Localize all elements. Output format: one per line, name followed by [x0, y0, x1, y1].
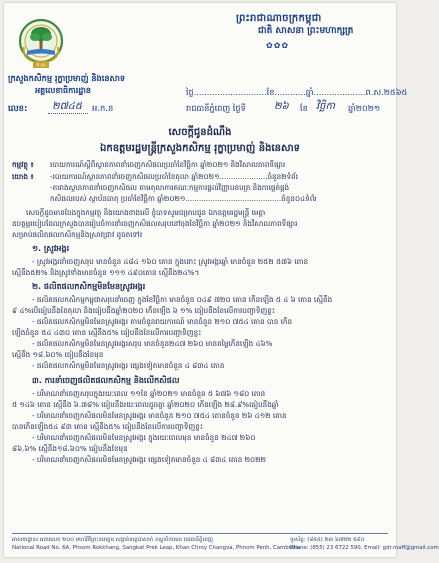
subject-label: កម្មវត្ថុ ៖: [12, 160, 34, 169]
section-heading: ១. ស្រូវអង្ករ: [32, 244, 70, 253]
reference-line-3: កសិផលរបស់ ស្ថាប័នធាតុ ប្រចាំខែវិច្ឆិកា ឆ្នាំ២០២១..........................................ចំនួន០៤ទំព័រ: [50, 194, 317, 203]
kingdom-heading: ព្រះរាជាណាចក្រកម្ពុជា: [236, 13, 322, 24]
solar-date-day: ២៦: [274, 101, 289, 112]
solar-date-year: ឆ្នាំ២០២១: [348, 103, 381, 113]
lunar-date: ថ្ងៃ............................ខែ............ឆ្នាំ....................ព.ស.២៥៦៥: [186, 87, 408, 97]
reference-number: ២៧៤៥: [52, 101, 82, 112]
logo-text: ក.ស: [36, 62, 46, 69]
section-line: - បរិមាណនាំចេញកសិផលមិនមែនស្រូវអង្ករ ក្នុងរយៈពេលមុន មានចំនួន ២៤៧ ២៦០: [32, 433, 256, 442]
section-line: ៨៦.៦% ស្មើនឹង១៨.៦០% ធៀបនឹងខែមុន: [12, 444, 128, 453]
section-line: ឡើងចំនួន ៥៤ ៤៣០ តោន ស្មើនឹង៥% ធៀបនឹងខែលើការបញ្ជាទិញខ្លះ: [12, 328, 202, 337]
national-motto: ជាតិ សាសនា ព្រះមហាក្សត្រ: [258, 26, 354, 36]
subject-text: របាយការណ៍ស្តីពីស្ថានភាពនាំចេញកសិផលប្រចាំខែវិច្ឆិកា ឆ្នាំ២០២១ និងវិសាលភាពទីផ្សារ: [50, 160, 286, 169]
solar-date-month: វិច្ឆិកា: [316, 101, 336, 112]
section-line: - ផលិតផលកសិកម្មមិនមែនស្រូវអង្ករសរុប មានចំនួន២៤៧ ២៦០ មានតម្លៃកើនឡើង ៤៦%: [32, 339, 273, 348]
reference-line-1: -របាយការណ៍ស្ថានភាពនាំចេញកសិផលប្រចាំខែតុលា ឆ្នាំ២០២១.....................ចំនួន២ទំព័រ: [50, 172, 299, 181]
reference-block-label: យោង ៖: [12, 172, 34, 181]
intro-line-1: សេចក្តីដូចមានចែងក្នុងកម្មវត្ថុ និងយោងខាងលើ ខ្ញុំបាទសូមជម្រាបជូន ឯកឧត្តមរដ្ឋមន្ត្រី មេត្តា: [26, 208, 266, 217]
section-heading: ៣. ការនាំចេញផលិតផលកសិកម្ម និងលើកសិផល: [32, 376, 180, 385]
section-line: - ស្រូវអង្ករនាំចេញសរុប មានចំនួន ៤៨៤ ១៦០ តោន ក្នុងនោះ ស្រូវអង្ករឆ្នាំ មានចំនួន ២៥២ ៥៧៦ តោន: [32, 257, 309, 266]
solar-month-label: ខែ: [300, 103, 308, 113]
document-addressee: ឯកឧត្តមរដ្ឋមន្ត្រីក្រសួងកសិកម្ម រុក្ខាប្រមាញ់ និងនេសាទ: [100, 143, 300, 154]
footer-divider: [12, 533, 388, 534]
intro-line-3: សម្រាប់ផលិតផលកសិកម្មនិងស្រាវជ្រាវ ដូចតទៅ៖: [12, 230, 143, 239]
section-line: - បរិមាណនាំចេញកសិផលមិនមែនស្រូវអង្ករ ផ្សេងទៀតមានចំនួន ៤ ៨៣៤ តោន ២០២២: [32, 455, 266, 464]
section-line: ស្មើនឹង៥២% និងស្រូវទាំងមានចំនួន ១១១ ៤៩០តោន ស្មើនឹង២៤%។: [12, 268, 200, 277]
dotted-line: [48, 113, 88, 114]
section-line: - ផលិតផលកសិកម្មកម្ពុជាសរុបនាំចេញ ក្នុងខែវិច្ឆិកា មានចំនួន ០៤៩ ៧២០ តោន កើនឡើង ៥ ៤ ៦ តោន ស្មើនឹង: [32, 295, 333, 304]
section-line: - បរិមាណនាំចេញកសិផលមិនមែនស្រូវអង្ករ មានចំនួន ២១០ ៧៥៤ តោនចំនួន ២៦ ៤១២ តោន: [32, 411, 287, 420]
ornament-divider: ✿✿✿: [266, 41, 290, 50]
reference-line-2: -តារាងស្ថានភាពនាំចេញកសិផល តាមតុលាការគណៈកម្មការផ្តល់វិញ្ញាបនបត្រ និងការផ្គត់ផ្គង់: [50, 183, 290, 192]
reference-code: អ.ក.ន: [92, 103, 114, 113]
department-name: អគ្គលេខាធិការដ្ឋាន: [35, 86, 91, 95]
section-line: ស្មើនឹង ១៨.៦០% ធៀបនឹងខែមុន: [12, 350, 104, 359]
footer-address-en: National Road No. 6A, Phsom Rokkhang, Sangkat Prek Leap, Khan Chroy Changva, Phnom Penh, Cambodia: [12, 545, 301, 551]
footer-address-kh: អាសយដ្ឋាន៖ អគារលេខ ២០០ មហាវិថីព្រះនរោត្តម សង្កាត់ទន្លេបាសាក់ ខណ្ឌចំការមន រាជធានីភ្នំពេញ: [12, 537, 213, 543]
document-title: សេចក្តីជូនដំណឹង: [168, 127, 232, 138]
solar-date-label: រាជធានីភ្នំពេញ ថ្ងៃទី: [186, 103, 246, 113]
footer-phone-kh: ទូរស័ព្ទ: (៨៥៥) ២៣ ៦៧២២ ៥៩០: [290, 537, 365, 543]
section-line: - បរិមាណនាំចេញសរុបក្នុងរយៈពេល ១១ខែ ឆ្នាំ២០២១ មានចំនួន ៥ ៦៧៦ ១៨០ តោន: [32, 389, 266, 398]
intro-line-2: ឧបត្ថម្ភរបៀបដែលក្រសួងបានរៀបចំការនាំចេញកសិផលសរុបនៅចុងខែវិច្ឆិកា ឆ្នាំ២០២១ និងវិសាលភាពទីផ្សារ: [12, 219, 298, 228]
section-line: ៩ ៤%បើធៀបនឹងខែតុលា និងធៀបនឹងឆ្នាំ២០២០ កើនឡើង ៦ ១% ធៀបនឹងខែលើការបញ្ជាទិញខ្លះ: [12, 306, 275, 315]
section-line: ៥ ១៤៦ តោន ស្មើនឹង ៦.៧៨% ធៀបនឹងរយៈពេលដូចគ្នា ឆ្នាំ២០២០ កើនឡើង ២៨.៩%ធៀបនឹងឆ្នាំ: [12, 400, 279, 409]
ministry-logo: [18, 17, 64, 69]
document-page: [4, 3, 439, 557]
reference-label: លេខ:: [8, 103, 28, 113]
section-line: បានកើនឡើង៥៤ ៩៣ តោន ស្មើនឹង៥% ធៀបនឹងខែលើការបញ្ជាទិញខ្លះ: [12, 422, 203, 431]
section-line: - ផលិតផលកសិកម្មមិនមែនស្រូវអង្ករ ផ្សេងទៀតមានចំនួន ៤ ៨៣៤ តោន: [32, 361, 225, 370]
footer-phone-en: Phone: (855) 23 6722 590, Email: gdr.maff@gmail.com: [290, 545, 439, 551]
ministry-name: ក្រសួងកសិកម្ម រុក្ខាប្រមាញ់ និងនេសាទ: [8, 73, 126, 83]
section-line: - ផលិតផលកសិកម្មមិនមែនស្រូវអង្ករ តាមចំនួនរាយការណ៍ មានចំនួន ២១០ ៧៥៤ តោន បាន កើន: [32, 317, 293, 326]
section-heading: ២. ផលិតផលកសិកម្មមិនមែនស្រូវអង្ករ: [32, 282, 146, 291]
